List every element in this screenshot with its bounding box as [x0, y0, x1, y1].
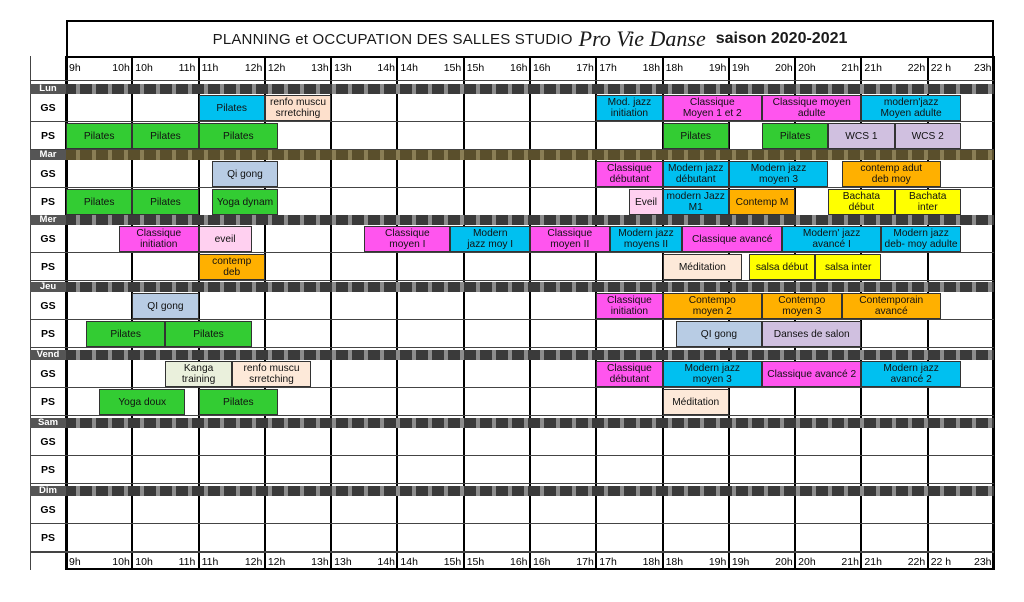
class-label: Classique [607, 363, 652, 374]
day-separator-bar [30, 215, 994, 225]
hour-label-bottom: 13h [311, 556, 329, 568]
hour-label-top: 15h [466, 62, 485, 74]
class-label: Pilates [83, 130, 115, 142]
class-block[interactable] [212, 189, 278, 215]
hour-label-top: 22h [907, 62, 926, 74]
hour-label-bottom: 20h [798, 556, 816, 568]
hour-label-top: 13h [334, 62, 352, 74]
hour-label-bottom: 12h [267, 556, 286, 568]
class-label: Méditation [678, 261, 726, 273]
class-block[interactable] [861, 361, 960, 387]
class-label: deb- moy adulte [884, 239, 958, 250]
class-label: renfo muscu [269, 97, 327, 108]
row-rule [30, 347, 994, 348]
class-label: Classique [607, 163, 652, 174]
hour-label-top: 20h [798, 62, 816, 74]
class-block[interactable] [66, 189, 132, 215]
hour-label-top: 11h [178, 62, 196, 74]
class-label: Classique [607, 295, 652, 306]
room-label: PS [40, 261, 55, 273]
class-block[interactable] [629, 189, 662, 215]
room-label: GS [40, 102, 56, 114]
hour-label-top: 12h [244, 62, 263, 74]
class-label: Yoga doux [118, 396, 167, 408]
class-label: moyen 3 [692, 374, 732, 385]
row-rule [30, 187, 994, 188]
row-rule [30, 387, 994, 388]
class-block[interactable] [676, 321, 762, 347]
class-label: Classique [689, 97, 735, 108]
class-block[interactable] [682, 226, 781, 252]
class-block[interactable] [132, 123, 198, 149]
class-block[interactable] [663, 389, 729, 415]
row-rule [30, 483, 994, 484]
class-block[interactable] [596, 361, 662, 387]
class-label: Bachata [842, 191, 881, 202]
class-block[interactable] [842, 161, 941, 187]
class-block[interactable] [815, 254, 881, 280]
class-label: adulte [797, 108, 826, 119]
class-label: Danses de salon [773, 328, 850, 340]
class-label: Pilates [680, 130, 711, 142]
class-label: Modern jazz [684, 363, 741, 374]
class-label: Pilates [193, 328, 224, 340]
class-label: modern Jazz [666, 191, 725, 202]
class-block[interactable] [881, 226, 961, 252]
hour-label-bottom: 21h [841, 556, 859, 568]
class-label: M1 [688, 202, 703, 213]
day-label: Mer [30, 215, 66, 225]
class-label: Contempo [688, 295, 736, 306]
row-rule [30, 319, 994, 320]
class-label: salsa début [755, 261, 808, 273]
class-block[interactable] [663, 161, 729, 187]
title-brand: Pro Vie Danse [578, 26, 706, 51]
class-block[interactable] [199, 254, 265, 280]
class-label: moyen 3 [759, 174, 799, 185]
hour-label-bottom: 20h [775, 556, 793, 568]
class-label: Modern' jazz [802, 228, 861, 239]
hour-label-bottom: 18h [642, 556, 661, 568]
hour-label-bottom: 19h [731, 556, 750, 568]
class-label: débutant [675, 174, 716, 185]
title-main: PLANNING et OCCUPATION DES SALLES STUDIO [212, 30, 573, 48]
class-label: Pilates [216, 102, 247, 114]
hour-label-bottom: 12h [244, 556, 263, 568]
hour-label-top: 9h [69, 62, 81, 74]
class-block[interactable] [762, 321, 861, 347]
class-label: Pilates [150, 130, 181, 142]
class-block[interactable] [729, 161, 828, 187]
class-label: Modern jazz [893, 228, 949, 239]
class-block[interactable] [199, 389, 279, 415]
class-label: Classique moyen [772, 97, 851, 108]
class-label: Kanga [183, 363, 214, 374]
class-label: avancé I [812, 239, 851, 250]
class-block[interactable] [729, 189, 795, 215]
class-label: débutant [609, 374, 650, 385]
class-block[interactable] [663, 293, 762, 319]
class-label: Modern jazz [667, 163, 724, 174]
class-label: inter [917, 202, 938, 213]
row-rule [30, 252, 994, 253]
day-label: Sam [30, 418, 66, 428]
hour-label-bottom: 10h [112, 556, 130, 568]
hour-label-top: 10h [135, 62, 153, 74]
class-label: Eveil [634, 196, 658, 208]
hour-label-top: 19h [731, 62, 750, 74]
row-rule [30, 121, 994, 122]
hour-label-top: 14h [400, 62, 418, 74]
title-bar [66, 20, 994, 56]
class-label: Classique [547, 228, 593, 239]
day-label: Dim [30, 486, 66, 496]
class-label: Modern [472, 228, 508, 239]
class-label: Contempo [778, 295, 826, 306]
class-label: Moyen 1 et 2 [682, 108, 742, 119]
class-label: Pilates [223, 130, 254, 142]
hour-label-bottom: 22h [907, 556, 926, 568]
class-label: Contemp M [735, 196, 789, 208]
header-rule [30, 80, 994, 81]
day-separator-bar [30, 282, 994, 292]
class-label: Modern jazz [883, 363, 939, 374]
hour-label-bottom: 15h [466, 556, 485, 568]
day-label: Vend [30, 350, 66, 360]
day-label: Lun [30, 84, 66, 94]
class-label: renfo muscu [243, 363, 300, 374]
class-block[interactable] [66, 123, 132, 149]
class-block[interactable] [762, 361, 861, 387]
hour-label-top: 20h [775, 62, 793, 74]
hour-label-bottom: 11h [201, 556, 219, 568]
class-label: Modern jazz [618, 228, 674, 239]
footer-rule [30, 552, 994, 553]
class-label: WCS 2 [911, 130, 944, 142]
class-block[interactable] [762, 123, 828, 149]
hour-label-bottom: 16h [533, 556, 551, 568]
row-rule [30, 280, 994, 281]
class-label: Classique [136, 228, 182, 239]
class-block[interactable] [828, 189, 894, 215]
hour-label-top: 12h [267, 62, 286, 74]
class-label: Classique [384, 228, 430, 239]
class-block[interactable] [663, 123, 729, 149]
hour-label-bottom: 17h [599, 556, 617, 568]
class-block[interactable] [828, 123, 894, 149]
hour-label-top: 16h [533, 62, 551, 74]
row-rule [30, 523, 994, 524]
class-label: Yoga dynam [216, 196, 274, 208]
class-block[interactable] [610, 226, 683, 252]
class-label: eveil [214, 233, 236, 245]
class-label: moyen II [550, 239, 590, 250]
hour-label-top: 23h [974, 62, 992, 74]
room-label: PS [40, 328, 55, 340]
class-block[interactable] [596, 161, 662, 187]
day-separator-bar [30, 84, 994, 94]
day-separator-bar [30, 418, 994, 428]
class-block[interactable] [119, 226, 199, 252]
hour-label-top: 18h [642, 62, 661, 74]
hour-label-bottom: 9h [69, 556, 81, 568]
class-label: Contemporain [859, 295, 924, 306]
hour-label-bottom: 21h [864, 556, 882, 568]
class-label: contemp adut [860, 163, 923, 174]
class-block[interactable] [165, 361, 231, 387]
day-separator-bar [30, 350, 994, 360]
hour-label-top: 11h [201, 62, 219, 74]
class-label: Pilates [223, 396, 254, 408]
class-label: deb moy [871, 174, 911, 185]
hour-label-top: 17h [576, 62, 594, 74]
class-label: Qi gong [227, 168, 263, 180]
class-label: Bachata [909, 191, 947, 202]
class-label: initiation [610, 108, 649, 119]
room-label: GS [40, 368, 56, 380]
class-label: Pilates [83, 196, 115, 208]
hour-label-bottom: 14h [377, 556, 395, 568]
class-block[interactable] [232, 361, 312, 387]
class-block[interactable] [842, 293, 941, 319]
room-label: GS [40, 168, 56, 180]
hour-label-top: 18h [665, 62, 684, 74]
class-block[interactable] [265, 95, 331, 121]
hour-label-bottom: 17h [576, 556, 594, 568]
class-block[interactable] [199, 95, 265, 121]
class-block[interactable] [663, 95, 762, 121]
hour-label-top: 21h [864, 62, 882, 74]
hour-label-bottom: 16h [510, 556, 528, 568]
class-label: Modern jazz [750, 163, 807, 174]
class-block[interactable] [199, 226, 252, 252]
class-block[interactable] [663, 189, 729, 215]
hour-label-top: 19h [708, 62, 727, 74]
class-label: srretching [249, 374, 294, 385]
room-label: PS [40, 396, 55, 408]
class-label: QI gong [147, 300, 184, 312]
class-block[interactable] [762, 95, 861, 121]
row-rule [30, 455, 994, 456]
hour-label-top: 17h [599, 62, 617, 74]
class-label: avancé [874, 306, 908, 317]
class-label: Pilates [779, 130, 811, 142]
class-block[interactable] [165, 321, 251, 347]
class-block[interactable] [895, 123, 961, 149]
class-block[interactable] [364, 226, 450, 252]
room-label: PS [40, 130, 55, 142]
class-label: Classique avancé 2 [767, 368, 857, 380]
class-block[interactable] [132, 293, 198, 319]
room-label: GS [40, 300, 56, 312]
class-label: WCS 1 [845, 130, 878, 142]
class-block[interactable] [861, 95, 960, 121]
class-block[interactable] [895, 189, 961, 215]
hour-label-bottom: 18h [665, 556, 684, 568]
room-label: PS [40, 196, 55, 208]
hour-label-top: 14h [377, 62, 395, 74]
class-label: initiation [140, 239, 178, 250]
class-block[interactable] [663, 254, 743, 280]
hour-label-bottom: 23h [974, 556, 992, 568]
room-label: GS [40, 436, 56, 448]
day-label: Jeu [30, 282, 66, 292]
class-label: Pilates [110, 328, 141, 340]
class-label: salsa inter [824, 261, 872, 273]
class-label: avancé 2 [890, 374, 932, 385]
class-block[interactable] [450, 226, 530, 252]
title-season: saison 2020-2021 [715, 30, 848, 47]
hour-label-bottom: 19h [708, 556, 727, 568]
class-label: srretching [275, 108, 321, 119]
room-label: GS [40, 233, 56, 245]
class-label: contemp [212, 256, 252, 267]
room-label: PS [40, 532, 55, 544]
class-block[interactable] [762, 293, 842, 319]
class-block[interactable] [199, 123, 279, 149]
hour-label-top: 16h [510, 62, 528, 74]
hour-label-bottom: 11h [178, 556, 196, 568]
class-block[interactable] [530, 226, 610, 252]
class-block[interactable] [663, 361, 762, 387]
class-label: moyen I [389, 239, 426, 250]
class-label: initiation [610, 306, 649, 317]
class-label: moyen 3 [782, 306, 822, 317]
hour-label-top: 22 h [930, 62, 952, 74]
class-block[interactable] [596, 293, 662, 319]
hour-label-bottom: 14h [400, 556, 418, 568]
hour-label-bottom: 22 h [930, 556, 952, 568]
room-label: GS [40, 504, 56, 516]
day-label: Mar [30, 150, 66, 160]
class-block[interactable] [132, 189, 198, 215]
class-label: moyens II [623, 239, 669, 250]
class-label: Moyen adulte [880, 108, 942, 119]
hour-label-top: 13h [311, 62, 329, 74]
day-separator-bar [30, 150, 994, 160]
hour-label-top: 10h [112, 62, 130, 74]
hour-label-top: 21h [841, 62, 859, 74]
class-label: débutant [609, 174, 650, 185]
row-rule [30, 551, 994, 552]
class-label: modern'jazz [883, 97, 939, 108]
hour-label-top: 15h [443, 62, 462, 74]
hour-label-bottom: 15h [443, 556, 462, 568]
class-label: Mod. jazz [607, 97, 652, 108]
row-rule [30, 415, 994, 416]
class-label: Méditation [672, 396, 720, 408]
hour-label-bottom: 10h [135, 556, 153, 568]
class-label: Pilates [150, 196, 181, 208]
class-label: jazz moy I [467, 239, 514, 250]
hour-label-bottom: 13h [334, 556, 352, 568]
room-label: PS [40, 464, 55, 476]
class-block[interactable] [86, 321, 166, 347]
class-label: deb [223, 267, 241, 278]
class-block[interactable] [596, 95, 662, 121]
class-block[interactable] [749, 254, 815, 280]
class-block[interactable] [212, 161, 278, 187]
class-label: Classique avancé [691, 233, 773, 245]
class-label: training [181, 374, 216, 385]
class-label: début [848, 202, 875, 213]
day-separator-bar [30, 486, 994, 496]
class-label: QI gong [700, 328, 738, 340]
class-block[interactable] [782, 226, 881, 252]
class-block[interactable] [99, 389, 185, 415]
class-label: moyen 2 [692, 306, 732, 317]
